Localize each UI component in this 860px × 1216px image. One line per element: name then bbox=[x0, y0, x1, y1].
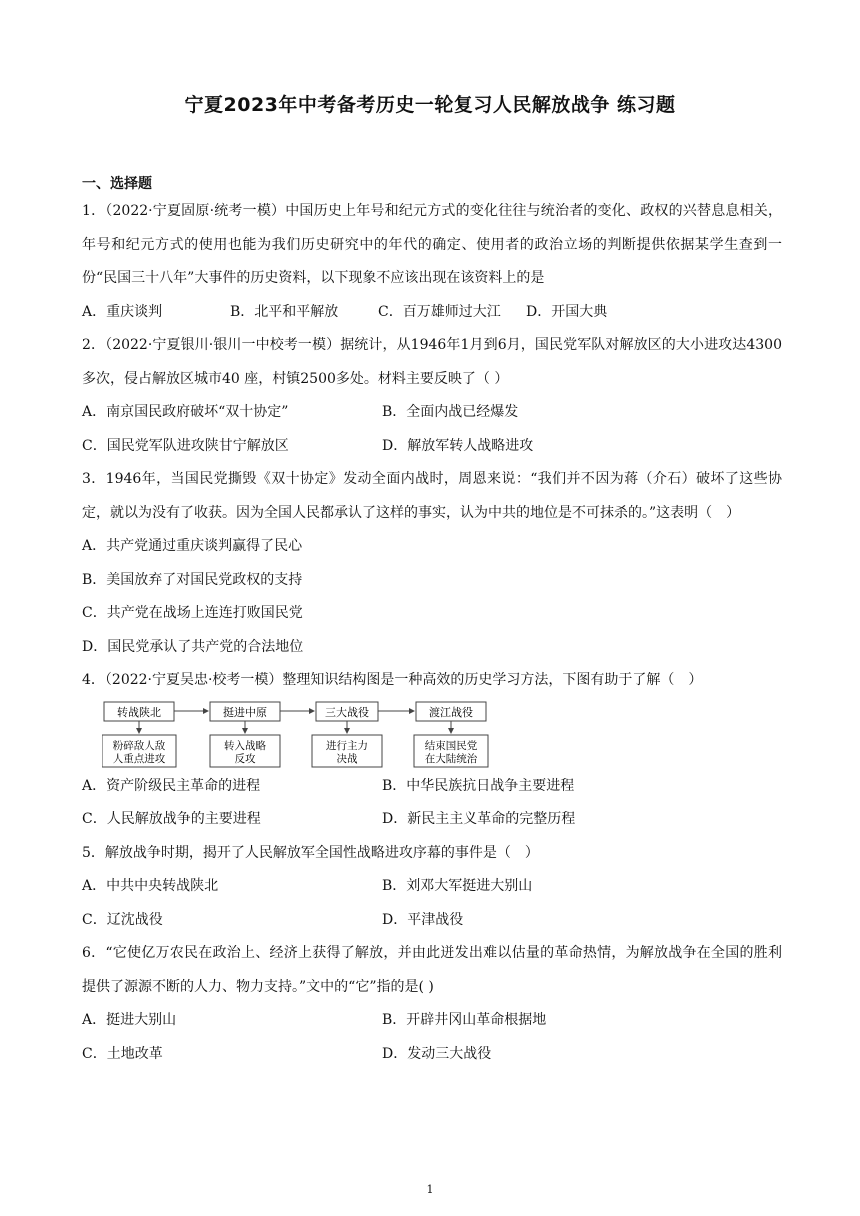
option-a[interactable]: A．共产党通过重庆谈判赢得了民心 bbox=[82, 538, 303, 554]
option-d[interactable]: D．国民党承认了共产党的合法地位 bbox=[82, 638, 304, 655]
flow-result-2-line1: 转入战略 bbox=[224, 739, 266, 752]
option-row bbox=[82, 904, 782, 938]
flow-result-4-line1: 结束国民党 bbox=[424, 739, 478, 752]
option-a[interactable]: A．重庆谈判 bbox=[82, 303, 163, 320]
question-6 bbox=[82, 937, 782, 1071]
option-a[interactable]: A．资产阶级民主革命的进程 bbox=[82, 777, 261, 794]
option-c[interactable]: C．人民解放战争的主要进程 bbox=[82, 811, 261, 827]
option-row bbox=[82, 396, 782, 430]
option-c[interactable]: C．土地改革 bbox=[82, 1045, 163, 1062]
question-stem: 3．1946年，当国民党撕毁《双十协定》发动全面内战时，周恩来说：“我们并不因为蒋（介石）破坏了这些协定，就以为没有了收获。因为全国人民都承认了这样的事实，认为中共的地位是不可抹杀的。”这表明（ ） bbox=[82, 471, 782, 521]
question-list bbox=[82, 173, 782, 1071]
option-b[interactable]: B．刘邓大军挺进大别山 bbox=[382, 878, 533, 894]
option-row bbox=[82, 803, 782, 837]
option-d[interactable]: D．解放军转人战略进攻 bbox=[382, 437, 534, 454]
option-b[interactable]: B．全面内战已经爆发 bbox=[382, 404, 519, 420]
question-stem: 2．（2022·宁夏银川·银川一中校考一模）据统计，从1946年1月到6月，国民党军队对解放区的大小进攻达4300多次，侵占解放区城市40 座，村镇2500多处。材料主要反映了（ ） bbox=[82, 337, 782, 387]
option-row bbox=[82, 1004, 782, 1038]
option-row bbox=[82, 296, 782, 330]
question-2 bbox=[82, 329, 782, 463]
page-title: 宁夏2023年中考备考历史一轮复习人民解放战争 练习题 bbox=[184, 94, 676, 116]
section-heading: 一、选择题 bbox=[82, 176, 152, 192]
flow-box-4-label: 渡江战役 bbox=[429, 705, 473, 719]
question-stem: 5．解放战争时期，揭开了人民解放军全国性战略进攻序幕的事件是（ ） bbox=[82, 844, 539, 861]
option-a[interactable]: A．南京国民政府破坏“双十协定” bbox=[82, 404, 289, 420]
option-b[interactable]: B．美国放弃了对国民党政权的支持 bbox=[82, 571, 303, 588]
flow-result-1-line2: 人重点进攻 bbox=[112, 752, 166, 765]
option-a[interactable]: A．挺进大别山 bbox=[82, 1012, 177, 1028]
flow-diagram bbox=[102, 700, 502, 770]
question-stem: 6．“它使亿万农民在政治上、经济上获得了解放，并由此迸发出难以估量的革命热情，为解放战争在全国的胜利提供了源源不断的人力、物力支持。”文中的“它”指的是( ) bbox=[82, 945, 782, 995]
option-row bbox=[82, 870, 782, 904]
flow-result-2-line2: 反攻 bbox=[234, 752, 256, 765]
option-d[interactable]: D．平津战役 bbox=[382, 911, 464, 928]
option-row bbox=[82, 770, 782, 804]
question-3 bbox=[82, 463, 782, 664]
option-c[interactable]: C．国民党军队进攻陕甘宁解放区 bbox=[82, 437, 289, 454]
question-5 bbox=[82, 837, 782, 938]
option-b[interactable]: B．中华民族抗日战争主要进程 bbox=[382, 777, 575, 794]
option-row bbox=[82, 430, 782, 464]
question-stem: 4．（2022·宁夏吴忠·校考一模）整理知识结构图是一种高效的历史学习方法，下图有助于了解（ ） bbox=[82, 672, 703, 688]
option-b[interactable]: B．北平和平解放 bbox=[230, 303, 339, 320]
flow-result-3-line2: 决战 bbox=[336, 752, 358, 765]
option-b[interactable]: B．开辟井冈山革命根据地 bbox=[382, 1012, 547, 1028]
option-d[interactable]: D．发动三大战役 bbox=[382, 1045, 492, 1062]
flow-result-3-line1: 进行主力 bbox=[326, 739, 368, 752]
option-row bbox=[82, 1038, 782, 1072]
flow-box-1-label: 转战陕北 bbox=[117, 705, 161, 719]
question-1 bbox=[82, 195, 782, 329]
option-d[interactable]: D．开国大典 bbox=[526, 303, 608, 320]
question-4 bbox=[82, 664, 782, 837]
flow-result-1-line1: 粉碎敌人敌 bbox=[112, 739, 166, 752]
flow-box-3-label: 三大战役 bbox=[325, 705, 369, 719]
option-a[interactable]: A．中共中央转战陕北 bbox=[82, 878, 219, 894]
option-d[interactable]: D．新民主主义革命的完整历程 bbox=[382, 811, 576, 827]
knowledge-structure-diagram bbox=[82, 700, 782, 770]
question-stem: 1．（2022·宁夏固原·统考一模）中国历史上年号和纪元方式的变化往往与统治者的变化、政权的兴替息息相关，年号和纪元方式的使用也能为我们历史研究中的年代的确定、使用者的政治立场的判断提供依据某学生查到一份“民国三十八年”大事件的历史资料，以下现象不应该出现在该资料上的是 bbox=[82, 203, 782, 286]
option-c[interactable]: C．百万雄师过大江 bbox=[378, 303, 501, 320]
flow-box-2-label: 挺进中原 bbox=[223, 705, 267, 719]
option-c[interactable]: C．辽沈战役 bbox=[82, 911, 163, 928]
page-number: 1 bbox=[426, 1183, 434, 1196]
flow-result-4-line2: 在大陆统治 bbox=[424, 752, 478, 765]
option-c[interactable]: C．共产党在战场上连连打败国民党 bbox=[82, 605, 303, 621]
